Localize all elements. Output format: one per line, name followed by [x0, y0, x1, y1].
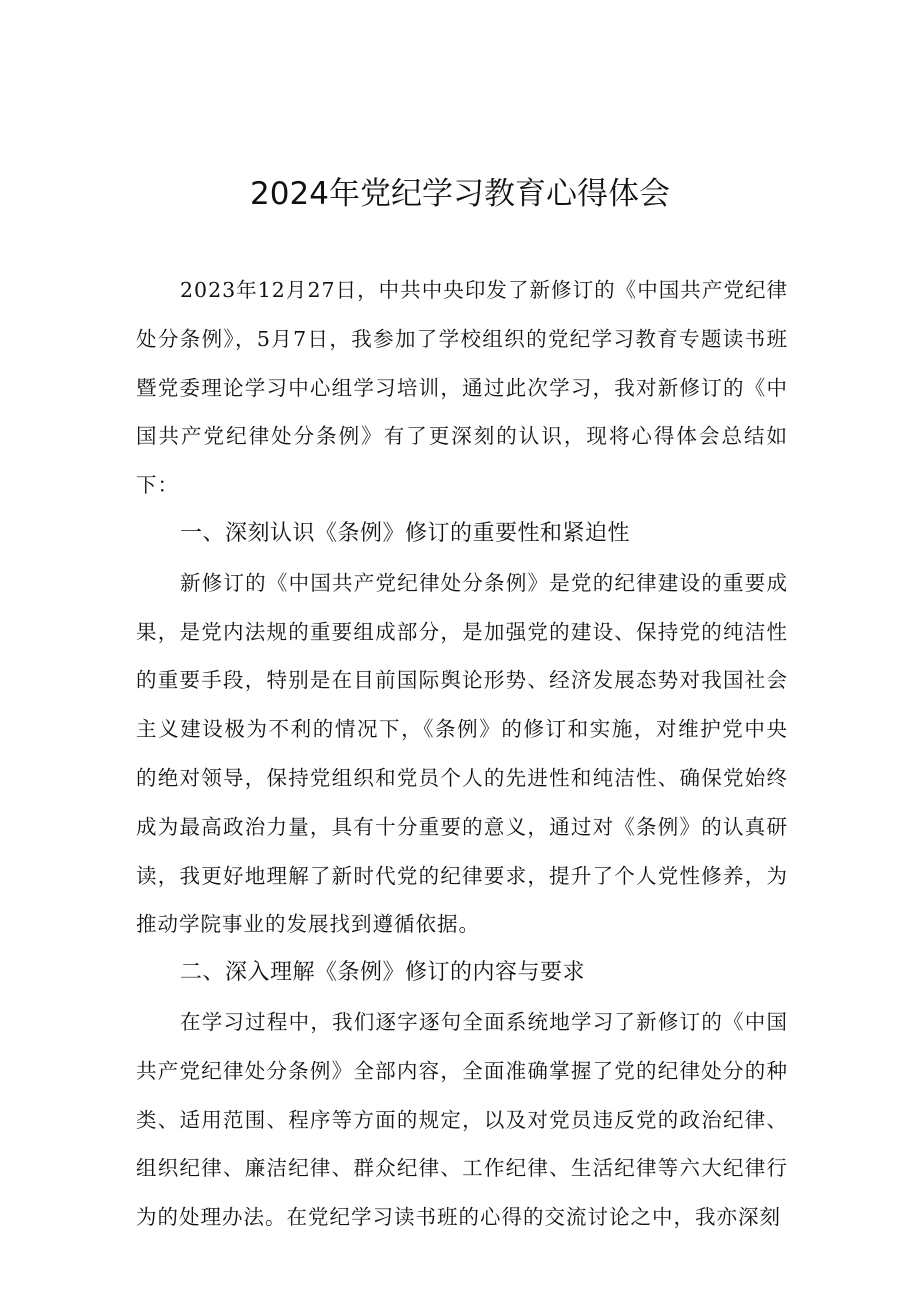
- document-title: 2024年党纪学习教育心得体会: [250, 176, 670, 212]
- section-paragraph-1: 新修订的《中国共产党纪律处分条例》是党的纪律建设的重要成果，是党内法规的重要组成部分，是加强党的建设、保持党的纯洁性的重要手段，特别是在目前国际舆论形势、经济发展态势对我国社会主义建设极为不利的情况下，《条例》的修订和实施，对维护党中央的绝对领导，保持党组织和党员个人的先进性和纯洁性、确保党始终成为最高政治力量，具有十分重要的意义，通过对《条例》的认真研读，我更好地理解了新时代党的纪律要求，提升了个人党性修养，为推动学院事业的发展找到遵循依据。: [136, 570, 788, 937]
- section-heading-2: 二、深入理解《条例》修订的内容与要求: [180, 960, 586, 986]
- document-body: [136, 266, 788, 1242]
- section-paragraph-2: 在学习过程中，我们逐字逐句全面系统地学习了新修订的《中国共产党纪律处分条例》全部内容，全面准确掌握了党的纪律处分的种类、适用范围、程序等方面的规定，以及对党员违反党的政治纪律、组织纪律、廉洁纪律、群众纪律、工作纪律、生活纪律等六大纪律行为的处理办法。在党纪学习读书班的心得的交流讨论之中，我亦深刻: [136, 1009, 788, 1230]
- section-heading-1: 一、深刻认识《条例》修订的重要性和紧迫性: [180, 520, 631, 546]
- intro-paragraph: 2023年12月27日，中共中央印发了新修订的《中国共产党纪律处分条例》，5月7日，我参加了学校组织的党纪学习教育专题读书班暨党委理论学习中心组学习培训，通过此次学习，我对新修订的《中国共产党纪律处分条例》有了更深刻的认识，现将心得体会总结如下：: [136, 278, 788, 498]
